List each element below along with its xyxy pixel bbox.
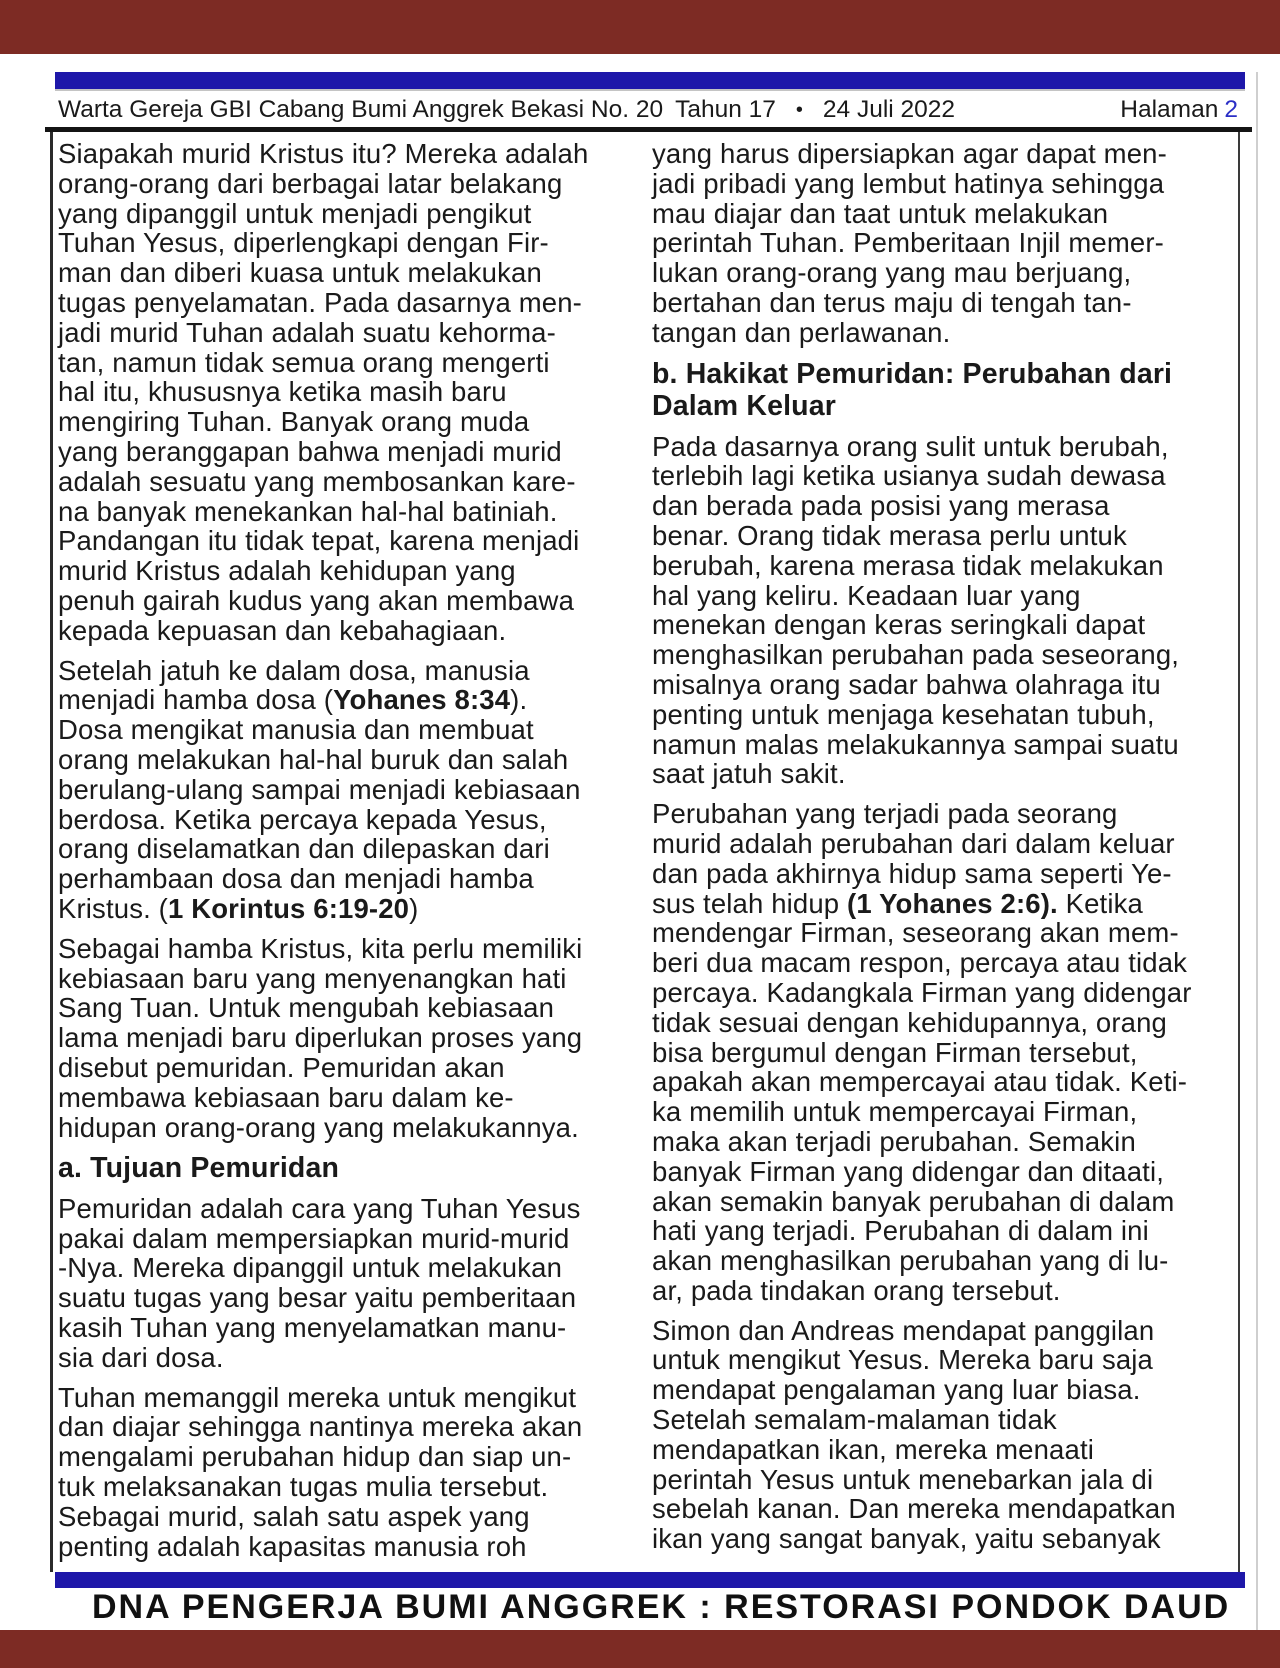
body-right-border (1238, 132, 1240, 1572)
page-edge-line (1256, 72, 1258, 1630)
paragraph: Sebagai hamba Kristus, kita perlu memiliki kebiasaan baru yang menyenangkan hati Sang Tuan. Untuk mengubah kebiasaan lama menjadi baru diperlukan proses yang disebut pemuridan. Pemuridan akan membawa kebiasaan baru dalam ke- hidupan orang-orang yang melakukannya. (58, 932, 583, 1143)
body-left-border (50, 132, 53, 1572)
paragraph: Simon dan Andreas mendapat panggilan untuk mengikut Yesus. Mereka baru saja mendapat pengalaman yang luar biasa. Setelah semalam-malaman tidak mendapatkan ikan, mereka menaati perintah Yesus untuk menebarkan jala di sebelah kanan. Dan mereka mendapatkan ikan yang sangat banyak, yaitu sebanyak (652, 1314, 1176, 1555)
footer-text: DNA PENGERJA BUMI ANGGREK : RESTORASI PONDOK DAUD (92, 1588, 1231, 1626)
page-number-block (1120, 96, 1238, 124)
page-header (58, 96, 1238, 124)
paragraph: Siapakah murid Kristus itu? Mereka adalah orang-orang dari berbagai latar belakang yang dipanggil untuk menjadi pengikut Tuhan Yesus, diperlengkapi dengan Fir- man dan diberi kuasa untuk melakukan tugas penyelamatan. Pada dasarnya men- jadi murid Tuhan adalah suatu kehorma- tan, namun tidak semua orang mengerti hal itu, khususnya ketika masih baru mengiring Tuhan. Banyak orang muda yang beranggapan bahwa menjadi murid adalah sesuatu yang membosankan kare- na banyak menekankan hal-hal batiniah. Pandangan itu tidak tepat, karena menjadi murid Kristus adalah kehidupan yang penuh gairah kudus yang akan membawa kepada kepuasan dan kebahagiaan. (58, 138, 589, 646)
newsletter-title: Warta Gereja GBI Cabang Bumi Anggrek Bekasi No. 20 (58, 96, 664, 123)
paragraph: Perubahan yang terjadi pada seorang murid adalah perubahan dari dalam keluar dan pada akhirnya hidup sama seperti Ye- sus telah hidup (1 Yohanes 2:6). Ketika mendengar Firman, seseorang akan mem- beri dua macam respon, percaya atau tidak percaya. Kadangkala Firman yang didengar tidak sesuai dengan kehidupannya, orang bisa bergumul dengan Firman tersebut, apakah akan mempercayai atau tidak. Keti- ka memilih untuk mempercayai Firman, maka akan terjadi perubahan. Semakin banyak Firman yang didengar dan ditaati, akan semakin banyak perubahan di dalam hati yang terjadi. Perubahan di dalam ini akan menghasilkan perubahan yang di lu- ar, pada tindakan orang tersebut. (652, 798, 1192, 1306)
paragraph: yang harus dipersiapkan agar dapat men- jadi pribadi yang lembut hatinya sehingga mau diajar dan taat untuk melakukan perintah Tuhan. Pemberitaan Injil memer- lukan orang-orang yang mau berjuang, bertahan dan terus maju di tengah tan- tangan dan perlawanan. (652, 138, 1167, 348)
page-number: 2 (1224, 96, 1238, 123)
newsletter-year: Tahun 17 (675, 96, 776, 123)
paragraph: Pemuridan adalah cara yang Tuhan Yesus pakai dalam mempersiapkan murid-murid -Nya. Mereka dipanggil untuk melakukan suatu tugas yang besar yaitu pemberitaan kasih Tuhan yang menyelamatkan manu- sia dari dosa. (58, 1192, 581, 1373)
right-column (652, 139, 1220, 1564)
page-number-label: Halaman (1120, 96, 1219, 123)
issue-date: 24 Juli 2022 (822, 96, 956, 123)
newsletter-masthead (58, 96, 955, 124)
left-column (58, 139, 620, 1571)
bottom-red-bar (0, 1630, 1280, 1668)
section-heading: b. Hakikat Pemuridan: Perubahan dari Dalam Keluar (652, 357, 1173, 423)
section-heading: a. Tujuan Pemuridan (58, 1152, 340, 1185)
footer-banner (92, 1589, 1230, 1625)
top-blue-bar (55, 72, 1245, 91)
paragraph: Pada dasarnya orang sulit untuk berubah, terlebih lagi ketika usianya sudah dewasa dan berada pada posisi yang merasa benar. Orang tidak merasa perlu untuk berubah, karena merasa tidak melakukan hal yang keliru. Keadaan luar yang menekan dengan keras seringkali dapat menghasilkan perubahan pada seseorang, misalnya orang sadar bahwa olahraga itu penting untuk menjaga kesehatan tubuh, namun malas melakukannya sampai suatu saat jatuh sakit. (652, 430, 1180, 790)
paragraph: Tuhan memanggil mereka untuk mengikut dan diajar sehingga nantinya mereka akan mengalami perubahan hidup dan siap un- tuk melaksanakan tugas mulia tersebut. Sebagai murid, salah satu aspek yang penting adalah kapasitas manusia roh (58, 1381, 583, 1562)
bottom-blue-bar (55, 1572, 1245, 1588)
paragraph: Setelah jatuh ke dalam dosa, manusia menjadi hamba dosa (Yohanes 8:34). Dosa mengikat manusia dan membuat orang melakukan hal-hal buruk dan salah berulang-ulang sampai menjadi kebiasaan berdosa. Ketika percaya kepada Yesus, orang diselamatkan dan dilepaskan dari perhambaan dosa dan menjadi hamba Kristus. (1 Korintus 6:19-20) (58, 654, 581, 924)
bullet-separator: • (795, 99, 803, 121)
header-rule (45, 127, 1252, 132)
top-red-bar (0, 0, 1280, 54)
